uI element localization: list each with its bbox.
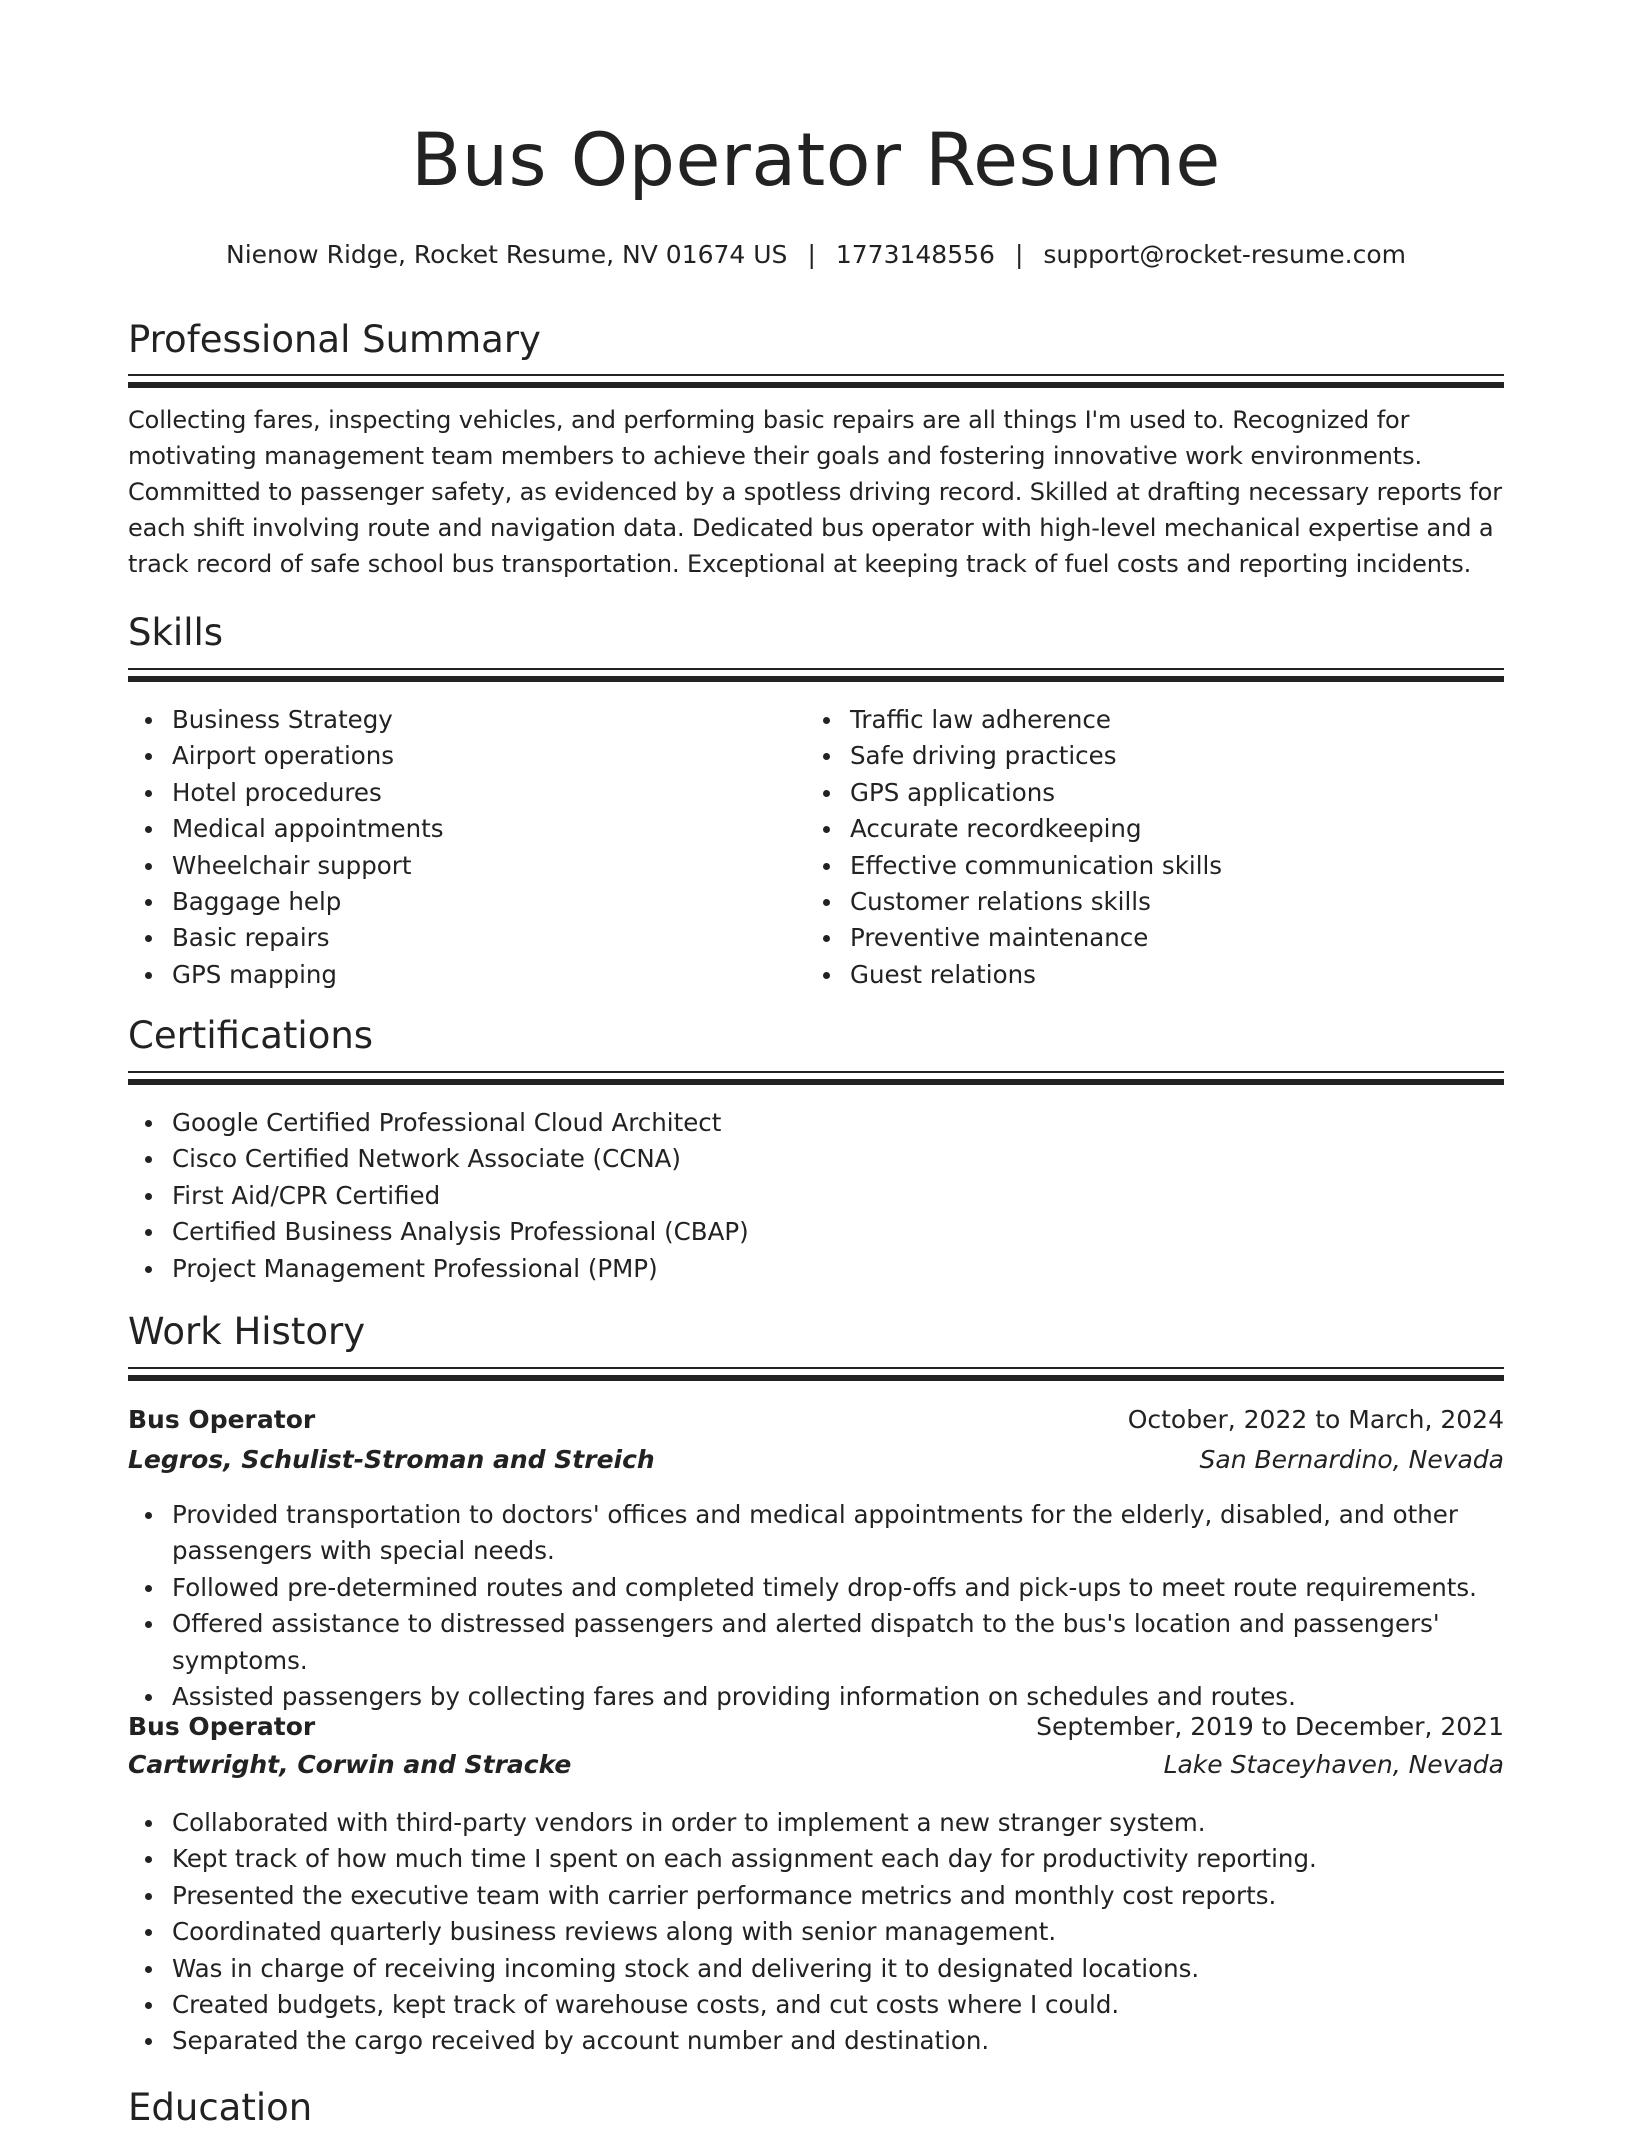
list-item: Provided transportation to doctors' offices and medical appointments for the elderly, disabled, and other passengers with special needs. <box>172 1497 1504 1570</box>
section-rule <box>128 382 1504 388</box>
contact-separator: | <box>807 240 816 269</box>
job-company: Cartwright, Corwin and Stracke <box>128 1750 572 1779</box>
list-item: Customer relations skills <box>850 884 1486 920</box>
list-item: Effective communication skills <box>850 848 1486 884</box>
list-item: Presented the executive team with carrier performance metrics and monthly cost reports. <box>172 1878 1504 1914</box>
job-location: San Bernardino, Nevada <box>1199 1445 1504 1474</box>
section-rule <box>128 676 1504 682</box>
summary-section <box>128 314 1504 366</box>
list-item: Cisco Certified Network Associate (CCNA) <box>172 1141 1504 1177</box>
list-item: First Aid/CPR Certified <box>172 1178 1504 1214</box>
section-rule <box>128 374 1504 376</box>
list-item: Guest relations <box>850 957 1486 993</box>
list-item: Wheelchair support <box>172 848 808 884</box>
page-title: Bus Operator Resume <box>411 118 1221 203</box>
list-item: Separated the cargo received by account number and destination. <box>172 2023 1504 2059</box>
job-bullet-list <box>128 1497 1504 1715</box>
skills-left-list <box>128 702 808 993</box>
summary-text: Collecting fares, inspecting vehicles, and performing basic repairs are all things I'm used to. Recognized for motivating management team members to achieve their goals and fostering innovative work environments. Committed to passenger safety, as evidenced by a spotless driving record. Skilled at drafting necessary reports for each shift involving route and navigation data. Dedicated bus operator with high-level mechanical expertise and a track record of safe school bus transportation. Exceptional at keeping track of fuel costs and reporting incidents. <box>128 406 1502 578</box>
education-heading: Education <box>128 2086 313 2129</box>
certifications-column <box>128 1105 1504 1287</box>
list-item: Basic repairs <box>172 920 808 956</box>
section-rule <box>128 1079 1504 1085</box>
certifications-list <box>128 1105 1504 1287</box>
certifications-section <box>128 1010 1504 1062</box>
job-title-row <box>128 1405 1504 1441</box>
list-item: Collaborated with third-party vendors in order to implement a new stranger system. <box>172 1805 1504 1841</box>
job-location: Lake Staceyhaven, Nevada <box>1163 1750 1504 1779</box>
skills-heading: Skills <box>128 611 224 654</box>
job-dates: September, 2019 to December, 2021 <box>1036 1712 1504 1741</box>
job-title: Bus Operator <box>128 1712 316 1741</box>
list-item: Traffic law adherence <box>850 702 1486 738</box>
work-history-heading: Work History <box>128 1310 366 1353</box>
job-company-row <box>128 1445 1504 1481</box>
list-item: GPS mapping <box>172 957 808 993</box>
list-item: Followed pre-determined routes and completed timely drop-offs and pick-ups to meet route requirements. <box>172 1570 1504 1606</box>
contact-phone: 1773148556 <box>835 240 995 269</box>
contact-separator: | <box>1014 240 1024 269</box>
list-item: Baggage help <box>172 884 808 920</box>
list-item: Kept track of how much time I spent on each assignment each day for productivity reporting. <box>172 1841 1504 1877</box>
list-item: GPS applications <box>850 775 1486 811</box>
list-item: Certified Business Analysis Professional (CBAP) <box>172 1214 1504 1250</box>
list-item: Safe driving practices <box>850 738 1486 774</box>
job-title: Bus Operator <box>128 1405 316 1434</box>
job-dates: October, 2022 to March, 2024 <box>1127 1405 1504 1434</box>
list-item: Project Management Professional (PMP) <box>172 1251 1504 1287</box>
list-item: Preventive maintenance <box>850 920 1486 956</box>
contact-address: Nienow Ridge, Rocket Resume, NV 01674 US <box>226 240 788 269</box>
skills-left-column <box>128 702 808 993</box>
job-bullets <box>128 1805 1504 2060</box>
list-item: Google Certified Professional Cloud Architect <box>172 1105 1504 1141</box>
list-item: Business Strategy <box>172 702 808 738</box>
skills-right-list <box>806 702 1486 993</box>
list-item: Offered assistance to distressed passengers and alerted dispatch to the bus's location and passengers' symptoms. <box>172 1606 1504 1679</box>
skills-right-column <box>806 702 1486 993</box>
list-item: Assisted passengers by collecting fares and providing information on schedules and routes. <box>172 1679 1504 1715</box>
job-company-row <box>128 1750 1504 1786</box>
list-item: Coordinated quarterly business reviews along with senior management. <box>172 1914 1504 1950</box>
job-bullet-list <box>128 1805 1504 2060</box>
list-item: Created budgets, kept track of warehouse costs, and cut costs where I could. <box>172 1987 1504 2023</box>
education-section <box>128 2082 1504 2134</box>
section-rule <box>128 668 1504 670</box>
contact-email: support@rocket-resume.com <box>1043 240 1406 269</box>
list-item: Hotel procedures <box>172 775 808 811</box>
job-title-row <box>128 1712 1504 1748</box>
job-company: Legros, Schulist-Stroman and Streich <box>128 1445 655 1474</box>
list-item: Was in charge of receiving incoming stock and delivering it to designated locations. <box>172 1951 1504 1987</box>
job-bullets <box>128 1497 1504 1715</box>
section-rule <box>128 1367 1504 1369</box>
section-rule <box>128 1375 1504 1381</box>
list-item: Medical appointments <box>172 811 808 847</box>
list-item: Accurate recordkeeping <box>850 811 1486 847</box>
contact-line <box>128 240 1504 269</box>
skills-section <box>128 607 1504 659</box>
certifications-heading: Certifications <box>128 1014 374 1057</box>
list-item: Airport operations <box>172 738 808 774</box>
section-rule <box>128 1071 1504 1073</box>
summary-heading: Professional Summary <box>128 318 541 361</box>
work-history-section <box>128 1306 1504 1358</box>
